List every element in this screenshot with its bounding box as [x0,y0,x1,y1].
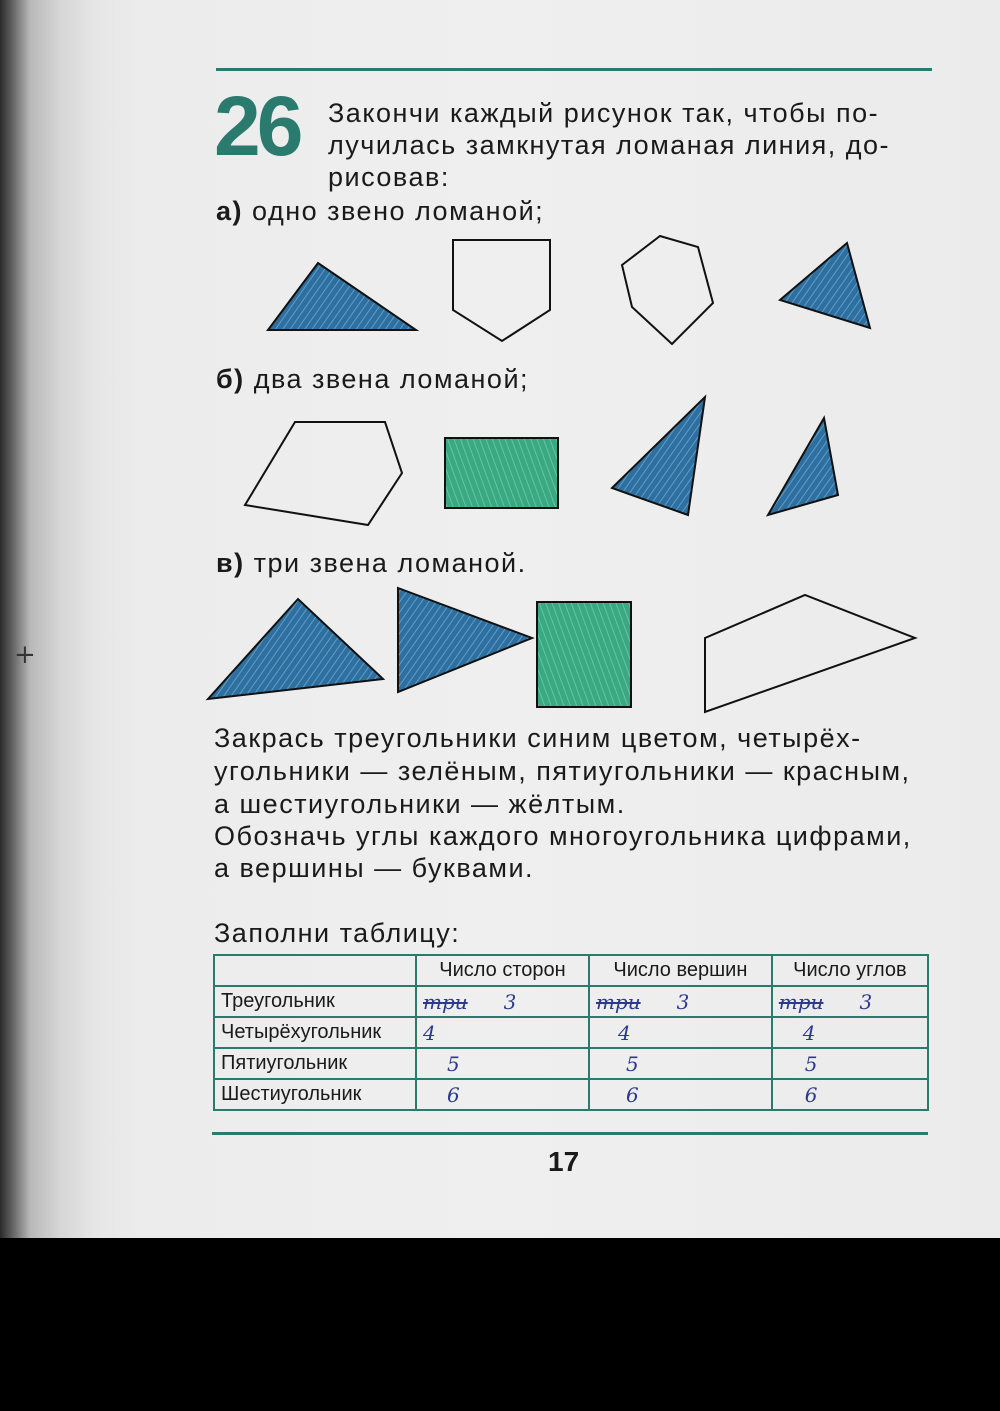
table-header-cell: Число вершин [589,955,772,986]
table-row [214,1048,928,1079]
fill-table [213,954,929,1111]
figure-c3-square [537,602,631,707]
table-cell [416,986,589,1017]
table-row [214,986,928,1017]
row-name: Треугольник [214,986,416,1017]
bottom-rule [212,1132,928,1135]
part-c-marker: в) [216,548,245,578]
task-number: 26 [214,79,300,173]
part-b-text: два звена ломаной; [253,364,530,394]
table-cell: 5 [772,1048,928,1079]
table-header-cell: Число сторон [416,955,589,986]
figure-a2-pentagon [453,240,550,341]
figure-b3-triangle [612,397,705,515]
instruction-line-4: Обозначь углы каждого многоугольника цифрами, [214,821,912,851]
cell-value: 3 [676,989,690,1014]
figure-c4-pentagon [705,595,915,712]
intro-line-3: рисовав: [328,162,450,192]
row-name: Шестиугольник [214,1079,416,1110]
part-a-marker: а) [216,196,244,226]
table-row [214,1017,928,1048]
table-cell: 6 [416,1079,589,1110]
table-cell: 4 [416,1017,589,1048]
page-number: 17 [548,1146,580,1177]
part-c-text: три звена ломаной. [253,548,527,578]
table-cell: 6 [772,1079,928,1110]
figure-a3-hexagon [622,236,713,344]
row-name: Четырёхугольник [214,1017,416,1048]
figure-a1-triangle [268,263,416,330]
part-a-text: одно звено ломаной; [252,196,545,226]
table-cell: 4 [772,1017,928,1048]
figure-a4-triangle [780,243,870,328]
table-cell: 4 [589,1017,772,1048]
instruction-line-3: а шестиугольники — жёлтым. [214,789,626,819]
figure-b1-hexagon [245,422,402,525]
instruction-line-1: Закрась треугольники синим цветом, четырёх- [214,723,862,753]
cell-value: 3 [503,989,517,1014]
table-cell: 6 [589,1079,772,1110]
figure-b2-rectangle [445,438,558,508]
row-name: Пятиугольник [214,1048,416,1079]
figure-c2-triangle [398,588,532,692]
table-cell: 5 [416,1048,589,1079]
table-prompt: Заполни таблицу: [214,918,461,948]
crossed-word: три [423,989,468,1014]
instruction-line-5: а вершины — буквами. [214,853,535,883]
table-row [214,1079,928,1110]
table-cell: 5 [589,1048,772,1079]
part-b-marker: б) [216,364,245,394]
table-cell [589,986,772,1017]
crossed-word: три [595,989,641,1014]
crossed-word: три [778,989,824,1014]
table-header-cell: Число углов [772,955,928,986]
cell-value: 3 [859,989,873,1014]
intro-line-2: лучилась замкнутая ломаная линия, до- [328,130,891,160]
margin-mark: + [14,640,36,670]
table-header-cell [214,955,416,986]
instruction-line-2: угольники — зелёным, пятиугольники — красным, [214,756,911,786]
intro-line-1: Закончи каждый рисунок так, чтобы по- [328,98,880,128]
figure-b4-triangle [768,418,838,515]
table-header-row [214,955,928,986]
figure-c1-triangle [208,599,383,699]
table-cell [772,986,928,1017]
